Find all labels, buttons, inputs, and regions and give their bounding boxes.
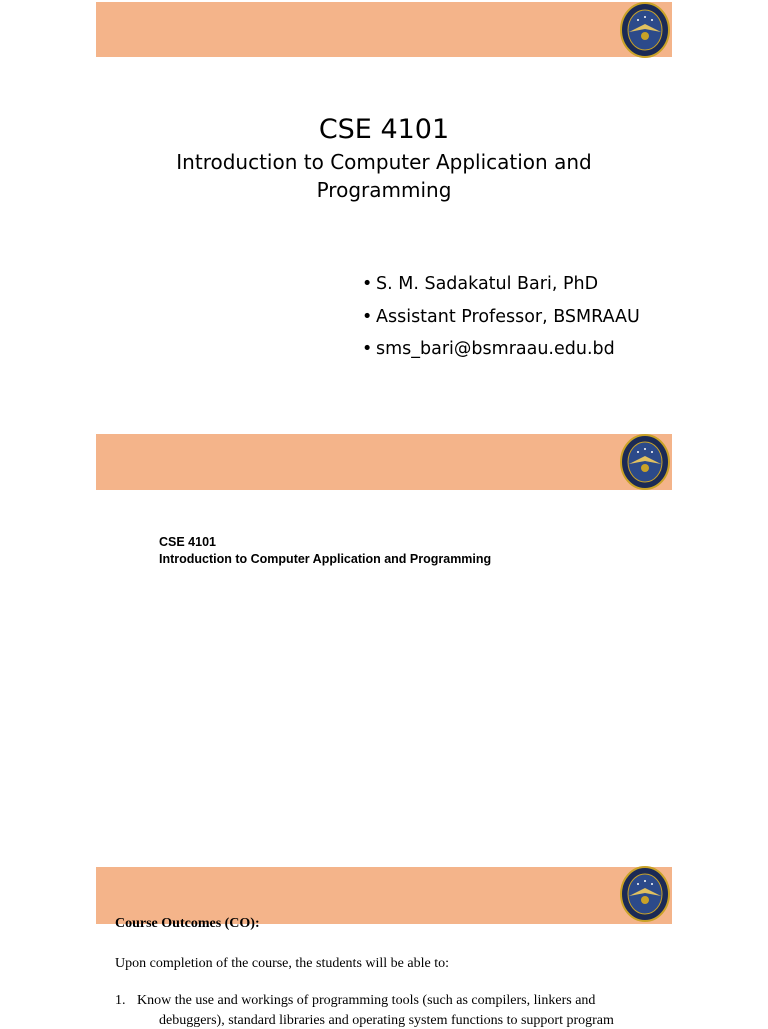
instructor-name: S. M. Sadakatul Bari, PhD bbox=[376, 274, 599, 294]
slide3-intro: Upon completion of the course, the students will be able to: bbox=[115, 956, 449, 971]
university-seal-icon bbox=[620, 434, 670, 490]
slide1-course-code: CSE 4101 bbox=[318, 114, 450, 145]
slide1-header-banner bbox=[96, 2, 672, 57]
course-outcome-item-cont bbox=[159, 1013, 614, 1029]
outcome-text-line2: debuggers), standard libraries and operating system functions to support program bbox=[159, 1013, 614, 1028]
outcome-number: 1. bbox=[115, 993, 126, 1008]
slide1-instructor-list bbox=[362, 268, 640, 366]
university-seal-icon bbox=[620, 2, 670, 58]
slide3-heading: Course Outcomes (CO): bbox=[115, 916, 260, 931]
instructor-email-item: • sms_bari@bsmraau.edu.bd bbox=[362, 339, 615, 359]
slide1-course-title: Introduction to Computer Application and Programming bbox=[176, 150, 592, 202]
course-outcome-item bbox=[115, 993, 596, 1009]
instructor-email: sms_bari@bsmraau.edu.bd bbox=[376, 339, 615, 359]
outcome-text-line1: Know the use and workings of programming tools (such as compilers, linkers and bbox=[137, 993, 596, 1008]
instructor-position-item: • Assistant Professor, BSMRAAU bbox=[362, 306, 640, 327]
slide2-course-code: CSE 4101 bbox=[159, 535, 216, 549]
slide2-course-title: Introduction to Computer Application and Programming bbox=[159, 552, 492, 566]
slide2-header-banner bbox=[96, 434, 672, 490]
university-seal-icon bbox=[620, 866, 670, 922]
instructor-position: Assistant Professor, BSMRAAU bbox=[376, 306, 640, 327]
instructor-name-item: • S. M. Sadakatul Bari, PhD bbox=[362, 274, 599, 294]
